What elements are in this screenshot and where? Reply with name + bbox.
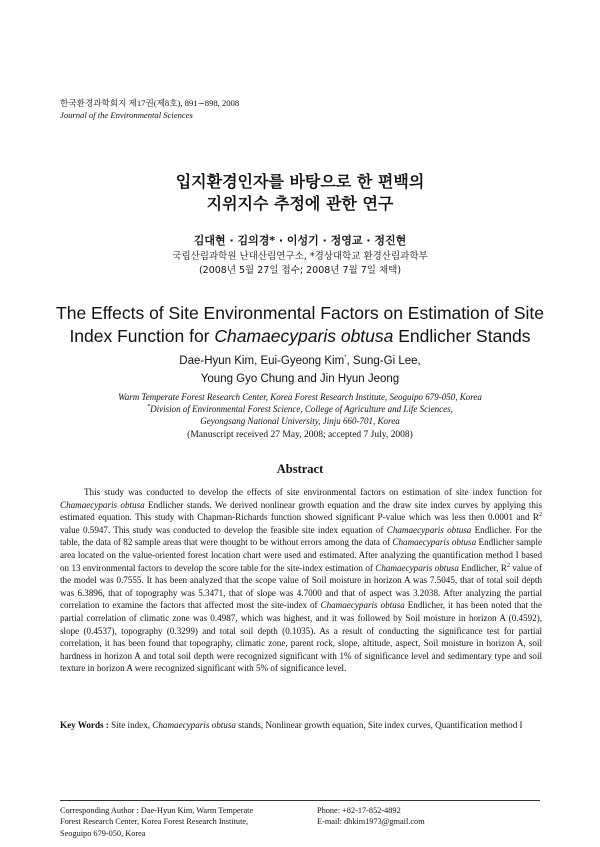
- english-received: (Manuscript received 27 May, 2008; accepted 7 July, 2008): [187, 430, 413, 440]
- abstract-species: Chamaecyparis obtusa: [60, 499, 145, 510]
- abstract-part-4: Endlicher. For the table, the data of 82 sample areas that were thought to be without errors among the data of: [60, 524, 542, 548]
- abstract-part-7: value of the model was 0.7555. It has been analyzed that the scope value of Soil moisture in horizon A was 7.5045, that of total soil depth was 6.3896, that of topography was 5.3471, that of slope was 4.7000 and that of aspect was 3.2038. After analyzing the partial correlation to examine the factors that affected most the site-index of: [60, 562, 542, 611]
- english-affiliation: [0, 391, 600, 441]
- abstract-part-8: Endlicher, it has been noted that the partial correlation of climatic zone was 0.4987, which was highest, and it was followed by Soil moisture in horizon A (0.4592), slope (0.4537), topography (0.3299) and total soil depth (0.1035). As a result of conducting the significance test for partial correlation, it has been found that topography, climatic zone, parent rock, slope, altitude, aspect, Soil moisture in horizon A, soil hardness in horizon A and total soil depth were recognized significant with 1% of significance level and sedimentary type and soil texture in horizon A were recognized significant with 5% of significance level.: [60, 600, 542, 674]
- korean-authors: 김대현 · 김의경* · 이성기 · 정영교 · 정진현: [193, 234, 407, 247]
- corresponding-author: [60, 805, 300, 839]
- english-authors-line1-pre: Dae-Hyun Kim, Eui-Gyeong Kim: [179, 355, 345, 367]
- abstract-r2-symbol: R: [500, 562, 507, 573]
- abstract-species: Chamaecyparis obtusa: [386, 524, 472, 535]
- corresponding-line1: Corresponding Author : Dae-Hyun Kim, Warm Temperate: [60, 806, 254, 815]
- abstract-species: Chamaecyparis obtusa: [320, 600, 405, 611]
- english-title-species: Chamaecyparis obtusa: [214, 326, 394, 346]
- korean-title-line1: 입지환경인자를 바탕으로 한 편백의: [175, 172, 425, 191]
- abstract-r2-symbol: R: [532, 512, 539, 523]
- corresponding-line3: Seoguipo 679-050, Korea: [60, 828, 146, 838]
- english-title-line1: The Effects of Site Environmental Factors on Estimation of Site: [56, 303, 544, 323]
- english-authors: [0, 352, 600, 388]
- abstract-body: [60, 486, 542, 675]
- abstract-r2-exponent: 2: [539, 512, 542, 519]
- korean-affiliation-block: [0, 250, 600, 278]
- abstract-part-2: Endlicher stands. We derived nonlinear growth equation and the draw site index curves by applying this estimated equation. This study with Chapman-Richards function showed significant P-value which was less then 0.0001 and: [60, 499, 543, 523]
- contact-info: [317, 805, 547, 828]
- journal-header: [60, 97, 239, 121]
- keywords-label: Key Words :: [60, 720, 112, 730]
- english-title-line2-post: Endlicher Stands: [393, 326, 531, 346]
- english-affiliation-line2-text: Division of Environmental Forest Science, College of Agriculture and Life Sciences,: [150, 404, 453, 414]
- phone: Phone: +82-17-852-4892: [317, 806, 401, 815]
- abstract-part-6: Endlicher,: [458, 562, 501, 573]
- keywords-pre: Site index,: [111, 720, 153, 730]
- abstract-part-5: Endlicher sample area located on the value-oriented forest location chart were used and estimated. After analyzing the quantification method I based on 13 environmental factors to develop the score table for the site-index estimation of: [60, 537, 543, 573]
- english-authors-line2: Young Gyo Chung and Jin Hyun Jeong: [200, 373, 400, 385]
- keywords-post: stands, Nonlinear growth equation, Site index curves, Quantification method I: [235, 720, 523, 730]
- abstract-species: Chamaecyparis obtusa: [375, 562, 459, 573]
- affiliation-mark: *: [147, 404, 151, 410]
- keywords-species: Chamaecyparis obtusa: [152, 720, 236, 730]
- email: E-mail: dhkim1973@gmail.com: [317, 817, 425, 827]
- abstract-species: Chamaecyparis obtusa: [392, 537, 477, 548]
- keywords: [60, 718, 542, 732]
- journal-english-name: Journal of the Environmental Sciences: [60, 110, 193, 120]
- english-title-line2-pre: Index Function for: [69, 326, 215, 346]
- english-authors-line1: [0, 352, 600, 370]
- english-affiliation-line1: Warm Temperate Forest Research Center, Korea Forest Research Institute, Seoguipo 679-050, Korea: [118, 392, 482, 402]
- journal-korean-citation: 한국환경과학회지 제17권(제8호), 891∼898, 2008: [60, 98, 240, 108]
- korean-received: (2008년 5월 27일 접수; 2008년 7월 7일 채택): [198, 265, 402, 276]
- corresponding-mark: *: [344, 355, 347, 362]
- english-title-line2: [0, 325, 600, 348]
- english-title: [0, 302, 600, 348]
- abstract-heading: Abstract: [276, 462, 324, 476]
- korean-affiliation: 국립산림과학원 난대산림연구소, *경상대학교 환경산림과학부: [172, 251, 428, 262]
- english-affiliation-line2: [0, 403, 600, 415]
- abstract-part-1: This study was conducted to develop the effects of site environmental factors on estimation of site index function for: [84, 487, 542, 497]
- english-affiliation-line3: Geyongsang National University, Jinju 660-701, Korea: [200, 416, 400, 426]
- abstract-r2-exponent: 2: [507, 562, 510, 569]
- footnote-divider: [60, 800, 540, 801]
- corresponding-line2: Forest Research Center, Korea Forest Research Institute,: [60, 817, 249, 827]
- abstract-part-3: value 0.5947. This study was conducted to develop the feasible site index equation of: [60, 524, 387, 535]
- korean-title: [0, 171, 600, 215]
- english-authors-line1-post: , Sung-Gi Lee,: [346, 355, 421, 367]
- korean-title-line2: 지위지수 추정에 관한 연구: [206, 194, 394, 213]
